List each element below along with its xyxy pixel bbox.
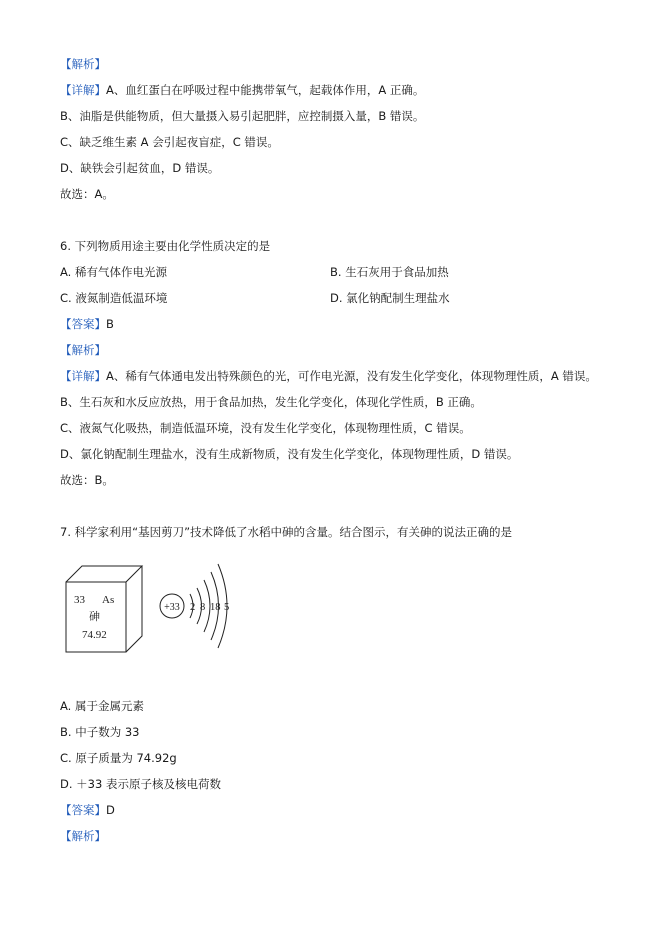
q5-detail-b: B、油脂是供能物质，但大量摄入易引起肥胖，应控制摄入量，B 错误。 bbox=[60, 109, 425, 123]
q7-stem: 7. 科学家利用“基因剪刀”技术降低了水稻中砷的含量。结合图示，有关砷的说法正确的是 bbox=[60, 525, 513, 539]
q6-answer-line bbox=[60, 316, 114, 332]
q6-option-d: D. 氯化钠配制生理盐水 bbox=[330, 291, 450, 305]
q7-option-b: B. 中子数为 33 bbox=[60, 725, 140, 739]
q5-detail-text: A、血红蛋白在呼吸过程中能携带氧气，起载体作用，A 正确。 bbox=[106, 83, 425, 97]
shell-3: 18 bbox=[210, 602, 221, 613]
q6-stem: 6. 下列物质用途主要由化学性质决定的是 bbox=[60, 239, 271, 253]
shell-4: 5 bbox=[224, 602, 230, 613]
q6-answer: B bbox=[106, 317, 114, 331]
nucleus-label: +33 bbox=[164, 602, 180, 613]
element-name: 砷 bbox=[89, 610, 100, 623]
q6-detail-c: C、液氮气化吸热，制造低温环境，没有发生化学变化，体现物理性质，C 错误。 bbox=[60, 421, 471, 435]
q6-answer-final: 故选：B。 bbox=[60, 473, 114, 487]
arsenic-figure bbox=[58, 558, 248, 658]
q6-detail-b: B、生石灰和水反应放热，用于食品加热，发生化学变化，体现化学性质，B 正确。 bbox=[60, 395, 482, 409]
q6-analysis-tag: 【解析】 bbox=[60, 343, 106, 357]
q5-analysis-tag: 【解析】 bbox=[60, 57, 106, 71]
q7-option-c: C. 原子质量为 74.92g bbox=[60, 751, 177, 765]
q6-answer-tag: 【答案】 bbox=[60, 317, 106, 331]
element-symbol: As bbox=[102, 594, 115, 606]
element-number: 33 bbox=[74, 594, 85, 606]
q7-answer-tag: 【答案】 bbox=[60, 803, 106, 817]
shell-2: 8 bbox=[200, 602, 206, 613]
q5-detail-c: C、缺乏维生素 A 会引起夜盲症，C 错误。 bbox=[60, 135, 279, 149]
q5-detail-d: D、缺铁会引起贫血，D 错误。 bbox=[60, 161, 220, 175]
q6-detail-line bbox=[60, 368, 597, 384]
q6-option-a: A. 稀有气体作电光源 bbox=[60, 265, 167, 279]
q5-detail-line bbox=[60, 82, 424, 98]
q5-detail-tag: 【详解】 bbox=[60, 83, 106, 97]
q5-answer-line: 故选：A。 bbox=[60, 187, 114, 201]
shell-1: 2 bbox=[190, 602, 196, 613]
q7-option-d: D. ＋33 表示原子核及核电荷数 bbox=[60, 777, 221, 791]
q7-option-a: A. 属于金属元素 bbox=[60, 699, 144, 713]
q6-option-c: C. 液氮制造低温环境 bbox=[60, 291, 168, 305]
q6-detail-d: D、氯化钠配制生理盐水，没有生成新物质，没有发生化学变化，体现物理性质，D 错误。 bbox=[60, 447, 519, 461]
q6-detail-tag: 【详解】 bbox=[60, 369, 106, 383]
q6-option-b: B. 生石灰用于食品加热 bbox=[330, 265, 449, 279]
q7-answer-line bbox=[60, 802, 115, 818]
q7-answer: D bbox=[106, 803, 115, 817]
q6-detail-text: A、稀有气体通电发出特殊颜色的光，可作电光源，没有发生化学变化，体现物理性质，A 错误。 bbox=[106, 369, 597, 383]
element-mass: 74.92 bbox=[82, 629, 107, 641]
q7-analysis-tag: 【解析】 bbox=[60, 829, 106, 843]
